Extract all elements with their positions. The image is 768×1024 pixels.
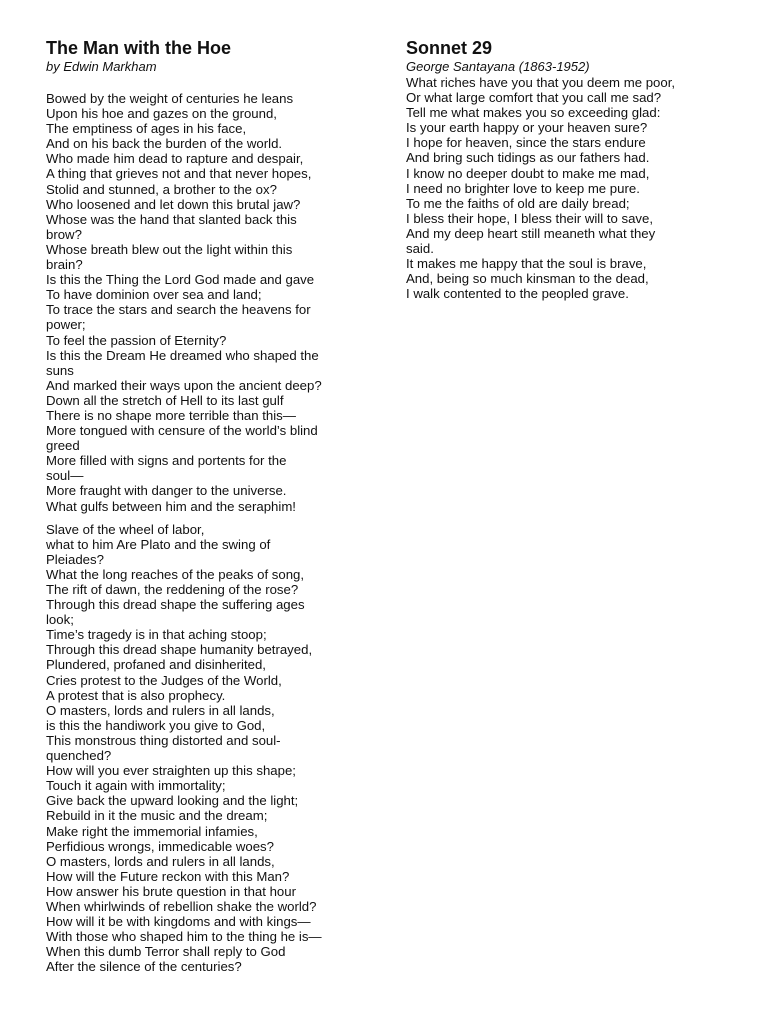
poem-line: This monstrous thing distorted and soul-	[46, 732, 281, 748]
poem-line: And, being so much kinsman to the dead,	[406, 271, 649, 287]
poem-line: Whose was the hand that slanted back this	[46, 211, 297, 227]
poem-line: I bless their hope, I bless their will to save,	[406, 210, 654, 226]
poem-line: Stolid and stunned, a brother to the ox?	[46, 181, 277, 197]
poem-line: More tongued with censure of the world’s blind	[46, 423, 318, 439]
poem-line: When whirlwinds of rebellion shake the world?	[46, 898, 317, 914]
poem-line: How will it be with kingdoms and with kings—	[46, 914, 311, 930]
poem-line: More filled with signs and portents for the	[46, 453, 287, 469]
poem-line: The rift of dawn, the reddening of the rose?	[46, 582, 299, 597]
poem-line: Who loosened and let down this brutal jaw?	[46, 196, 301, 212]
poem-line: O masters, lords and rulers in all lands,	[46, 853, 275, 869]
poem-line: suns	[46, 362, 74, 378]
poem-line: To me the faiths of old are daily bread;	[406, 195, 630, 211]
poem-line: soul—	[46, 468, 84, 484]
poem-line: Is your earth happy or your heaven sure?	[406, 120, 648, 136]
poem-line: Is this the Thing the Lord God made and gave	[46, 272, 315, 288]
poem-line: O masters, lords and rulers in all lands,	[46, 702, 275, 718]
poem-line: greed	[46, 438, 80, 454]
poem-author: George Santayana (1863-1952)	[406, 59, 590, 74]
poem-line: With those who shaped him to the thing he is—	[46, 929, 322, 945]
poem-line: I walk contented to the peopled grave.	[406, 286, 629, 302]
poem-line: Time’s tragedy is in that aching stoop;	[46, 627, 267, 643]
poem-line: Pleiades?	[46, 551, 104, 567]
poem-line: Through this dread shape the suffering ages	[46, 597, 305, 613]
poem-line: Upon his hoe and gazes on the ground,	[46, 106, 277, 122]
poem-line: What gulfs between him and the seraphim!	[46, 498, 296, 514]
poem-stanza	[46, 522, 376, 975]
poem-line: Who made him dead to rapture and despair,	[46, 151, 304, 167]
poem-line: Cries protest to the Judges of the World,	[46, 672, 282, 688]
poem-line: Give back the upward looking and the light;	[46, 793, 299, 809]
poem-line: What the long reaches of the peaks of song,	[46, 566, 305, 582]
poem-line: Down all the stretch of Hell to its last gulf	[46, 392, 284, 408]
poem-line: I know no deeper doubt to make me mad,	[406, 165, 650, 181]
poem-line: A protest that is also prophecy.	[46, 687, 226, 703]
poem-line: And marked their ways upon the ancient deep?	[46, 377, 322, 393]
poem-line: And bring such tidings as our fathers had.	[406, 150, 650, 166]
poem-line: Make right the immemorial infamies,	[46, 823, 258, 839]
poem-title: The Man with the Hoe	[46, 38, 232, 58]
poem-line: Plundered, profaned and disinherited,	[46, 657, 266, 673]
poem-line: How answer his brute question in that hour	[46, 883, 296, 899]
poem-line: what to him Are Plato and the swing of	[46, 536, 271, 552]
right-poem-column	[406, 37, 736, 301]
poem-line: I hope for heaven, since the stars endure	[406, 135, 646, 151]
poem-line: quenched?	[46, 748, 112, 764]
poem-line: And on his back the burden of the world.	[46, 136, 283, 152]
poem-line: Or what large comfort that you call me sad?	[406, 90, 662, 106]
poem-author: by Edwin Markham	[46, 59, 157, 74]
poem-line: Whose breath blew out the light within this	[46, 241, 293, 257]
poem-line: Touch it again with immortality;	[46, 778, 226, 794]
poem-line: brain?	[46, 257, 83, 273]
poem-line: Bowed by the weight of centuries he leans	[46, 91, 294, 106]
poem-line: I need no brighter love to keep me pure.	[406, 180, 640, 196]
poem-line: What riches have you that you deem me poor,	[406, 75, 676, 90]
poem-line: look;	[46, 612, 74, 628]
left-poem-column	[46, 37, 376, 974]
poem-line: Tell me what makes you so exceeding glad:	[406, 105, 661, 121]
poem-line: power;	[46, 317, 86, 333]
poem-line: After the silence of the centuries?	[46, 959, 242, 975]
poem-line: Rebuild in it the music and the dream;	[46, 808, 268, 824]
poem-line: It makes me happy that the soul is brave,	[406, 256, 647, 272]
poem-line: The emptiness of ages in his face,	[46, 121, 247, 137]
poem-line: There is no shape more terrible than this—	[46, 407, 296, 423]
poem-stanza	[406, 75, 736, 301]
poem-line: And my deep heart still meaneth what they	[406, 225, 656, 241]
poem-line: brow?	[46, 226, 82, 242]
poem-title: Sonnet 29	[406, 38, 493, 58]
poem-stanza	[46, 91, 376, 514]
poem-line: How will the Future reckon with this Man?	[46, 868, 290, 884]
poem-line: Perfidious wrongs, immedicable woes?	[46, 838, 274, 854]
poem-line: Slave of the wheel of labor,	[46, 521, 205, 537]
poem-line: Is this the Dream He dreamed who shaped the	[46, 347, 319, 363]
poem-line: Through this dread shape humanity betrayed,	[46, 642, 313, 658]
poem-line: To trace the stars and search the heavens for	[46, 302, 311, 318]
poem-line: More fraught with danger to the universe.	[46, 483, 287, 499]
poem-line: A thing that grieves not and that never hopes,	[46, 166, 312, 182]
poem-line: is this the handiwork you give to God,	[46, 717, 266, 733]
poem-line: To feel the passion of Eternity?	[46, 332, 227, 348]
poem-line: said.	[406, 241, 434, 257]
poem-line: When this dumb Terror shall reply to God	[46, 944, 286, 960]
poem-line: How will you ever straighten up this shape;	[46, 763, 296, 779]
poem-line: To have dominion over sea and land;	[46, 287, 262, 303]
